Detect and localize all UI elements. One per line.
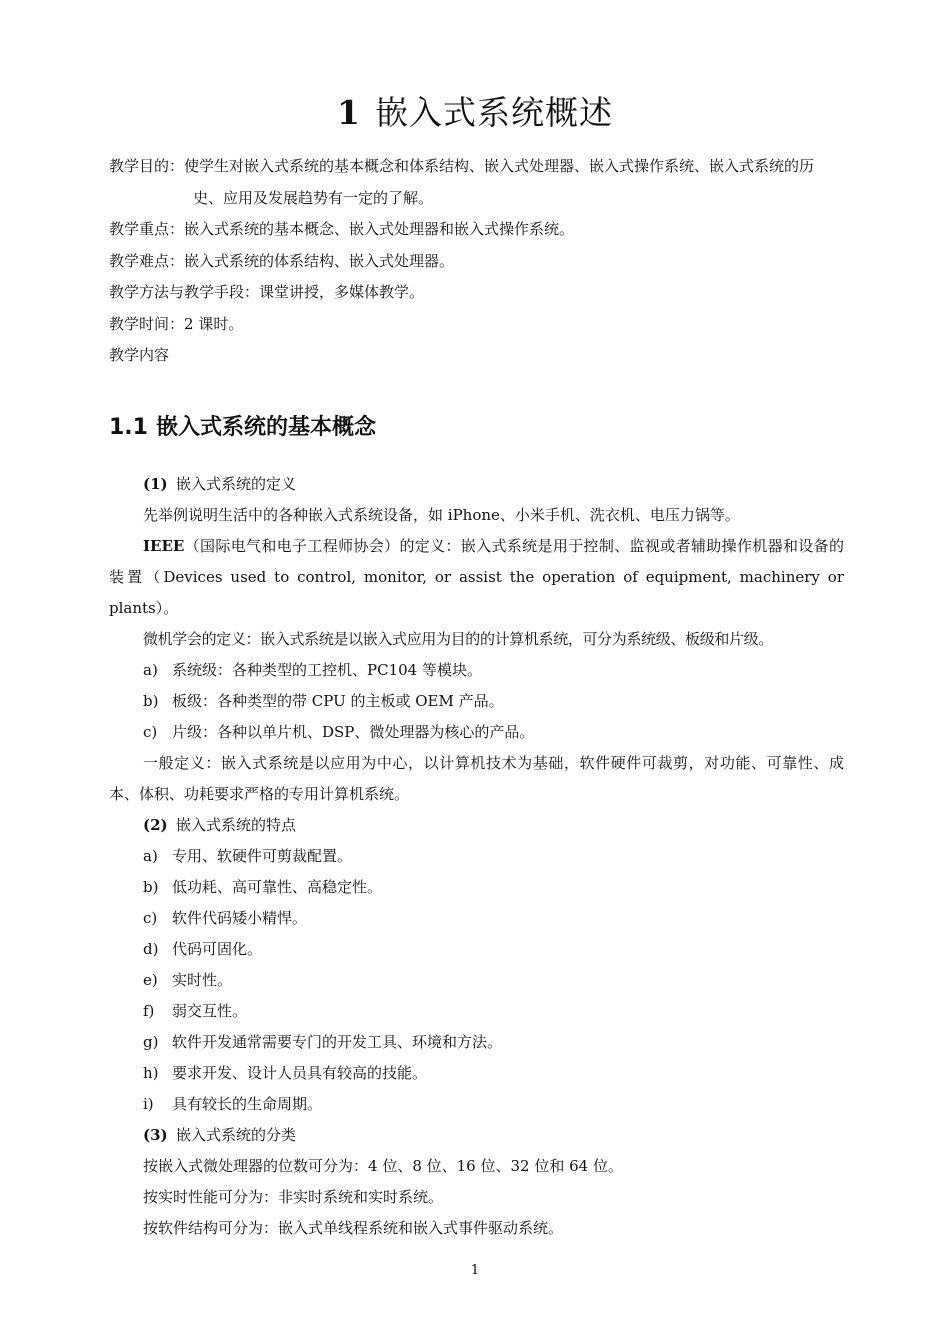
subheading-definition [109,469,844,500]
meta-label: 教学目的： [109,157,185,175]
list-item [109,872,844,903]
subheading-classification [109,1120,844,1151]
paragraph-microcomputer-definition: 微机学会的定义：嵌入式系统是以嵌入式应用为目的的计算机系统，可分为系统级、板级和片级。 [143,630,773,648]
ieee-definition-text: （国际电气和电子工程师协会）的定义：嵌入式系统是用于控制、监视或者辅助操作机器和设备的装置（Devices used to control, monitor, or assist the operation of equipment, machinery or plants）。 [109,537,844,617]
subheading-marker: (2) [143,816,168,834]
list-text: 片级：各种以单片机、DSP、微处理器为核心的产品。 [172,723,535,741]
list-item [109,1089,844,1120]
list-text: 板级：各种类型的带 CPU 的主板或 OEM 产品。 [172,692,504,710]
list-item [109,965,844,996]
meta-text: 课堂讲授，多媒体教学。 [259,283,425,301]
meta-text: 嵌入式系统的体系结构、嵌入式处理器。 [184,251,455,270]
list-text: 软件代码矮小精悍。 [172,909,308,927]
meta-label: 教学方法与教学手段： [109,283,260,301]
levels-list [109,655,844,748]
list-marker: c) [143,723,158,741]
meta-key-points [109,214,844,246]
list-marker: a) [143,847,158,865]
list-marker: e) [143,971,158,989]
list-text: 要求开发、设计人员具有较高的技能。 [172,1064,428,1082]
meta-text: 嵌入式系统的基本概念、嵌入式处理器和嵌入式操作系统。 [184,220,575,238]
section-title-text: 嵌入式系统的基本概念 [155,415,376,440]
meta-methods [109,277,844,309]
list-marker: f) [143,1002,155,1020]
meta-time [109,309,844,341]
list-marker: b) [143,692,159,710]
list-text: 代码可固化。 [172,940,263,958]
list-item [109,903,844,934]
list-marker: h) [143,1064,159,1082]
list-marker: c) [143,909,158,927]
meta-label: 教学内容 [109,346,170,364]
list-item [109,1058,844,1089]
paragraph-class-software: 按软件结构可分为：嵌入式单线程系统和嵌入式事件驱动系统。 [143,1219,564,1237]
list-text: 实时性。 [172,971,233,989]
list-item [109,841,844,872]
meta-text: 2 课时。 [184,314,244,333]
list-text: 软件开发通常需要专门的开发工具、环境和方法。 [172,1033,503,1051]
meta-objective [109,151,844,214]
meta-content [109,340,844,372]
list-text: 专用、软硬件可剪裁配置。 [172,847,353,865]
list-marker: b) [143,878,159,896]
paragraph-class-realtime: 按实时性能可分为：非实时系统和实时系统。 [143,1188,444,1206]
page-number: 1 [470,1263,480,1278]
list-item [109,1027,844,1058]
list-marker: d) [143,940,159,958]
meta-label: 教学难点： [109,251,185,270]
list-marker: a) [143,661,158,679]
meta-text: 使学生对嵌入式系统的基本概念和体系结构、嵌入式处理器、嵌入式操作系统、嵌入式系统的历史、应用及发展趋势有一定的了解。 [184,157,815,207]
list-text: 低功耗、高可靠性、高稳定性。 [172,878,383,896]
paragraph-class-bits: 按嵌入式微处理器的位数可分为：4 位、8 位、16 位、32 位和 64 位。 [143,1157,623,1175]
list-item [109,996,844,1027]
list-marker: i) [143,1095,154,1113]
list-item [109,934,844,965]
subheading-marker: (1) [143,475,168,493]
meta-difficulties [109,246,844,278]
chapter-title [0,88,950,138]
meta-label: 教学重点： [109,220,185,238]
subheading-marker: (3) [143,1126,168,1144]
chapter-title-text: 嵌入式系统概述 [374,93,613,133]
paragraph-examples: 先举例说明生活中的各种嵌入式系统设备，如 iPhone、小米手机、洗衣机、电压力锅等。 [143,506,740,524]
list-item [109,686,844,717]
meta-label: 教学时间： [109,314,185,333]
chapter-number: 1 [337,93,361,133]
section-title [109,408,376,448]
features-list [109,841,844,1120]
subheading-text: 嵌入式系统的定义 [176,475,297,493]
ieee-label: IEEE [143,537,185,555]
list-text: 系统级：各种类型的工控机、PC104 等模块。 [172,661,482,679]
section-number: 1.1 [109,415,148,440]
paragraph-ieee-definition [109,531,844,624]
paragraph-general-definition: 一般定义：嵌入式系统是以应用为中心，以计算机技术为基础，软件硬件可裁剪，对功能、可靠性、成本、体积、功耗要求严格的专用计算机系统。 [109,754,844,803]
list-text: 弱交互性。 [172,1002,248,1020]
subheading-text: 嵌入式系统的特点 [176,816,297,834]
list-marker: g) [143,1033,159,1051]
section-body [109,469,844,1244]
teaching-meta [109,151,844,372]
list-item [109,717,844,748]
subheading-features [109,810,844,841]
list-item [109,655,844,686]
list-text: 具有较长的生命周期。 [172,1095,323,1113]
subheading-text: 嵌入式系统的分类 [176,1126,297,1144]
